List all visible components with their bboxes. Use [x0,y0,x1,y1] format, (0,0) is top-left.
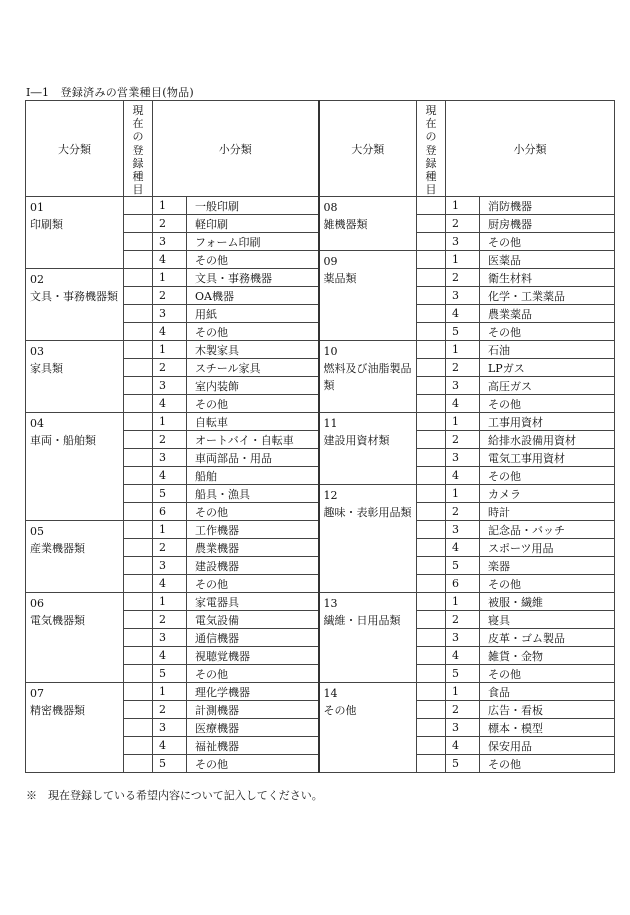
registered-checkbox[interactable] [417,395,446,413]
registered-checkbox[interactable] [417,647,446,665]
minor-item-number: 2 [446,215,480,233]
major-category-14 [319,683,417,773]
registered-checkbox[interactable] [417,557,446,575]
registered-checkbox[interactable] [124,593,153,611]
minor-item-number: 5 [446,557,480,575]
minor-item-number: 3 [446,377,480,395]
major-category-04 [26,413,124,521]
major-category-name: 趣味・表彰用品類 [323,506,412,520]
minor-item-label: 理化学機器 [187,683,319,701]
registered-checkbox[interactable] [124,647,153,665]
minor-item-number: 2 [446,359,480,377]
minor-item-number: 4 [153,575,187,593]
major-category-13 [319,593,417,683]
minor-item-label: その他 [480,395,615,413]
registered-checkbox[interactable] [417,521,446,539]
minor-item-label: その他 [480,323,615,341]
major-category-01 [26,197,124,269]
minor-item-number: 4 [153,323,187,341]
minor-item-label: その他 [480,665,615,683]
major-category-code: 12 [323,489,338,503]
minor-item-label: LPガス [480,359,615,377]
major-category-07 [26,683,124,773]
minor-item-label: 文具・事務機器 [187,269,319,287]
document-title: Ⅰ―1 登録済みの営業種目(物品) [26,86,195,99]
major-category-code: 01 [30,201,44,215]
registered-checkbox[interactable] [417,269,446,287]
registered-checkbox[interactable] [417,575,446,593]
registered-checkbox[interactable] [417,611,446,629]
major-category-02 [26,269,124,341]
major-category-03 [26,341,124,413]
minor-item-label: その他 [480,755,615,773]
minor-item-label: その他 [187,395,319,413]
registered-checkbox[interactable] [417,341,446,359]
minor-item-label: 木製家具 [187,341,319,359]
minor-item-label: 電気設備 [187,611,319,629]
header-major-right: 大分類 [319,101,417,197]
category-table [25,100,615,773]
minor-item-number: 1 [153,197,187,215]
minor-item-label: 通信機器 [187,629,319,647]
table-row [26,413,615,431]
registered-checkbox[interactable] [417,377,446,395]
major-category-name: 繊維・日用品類 [323,614,401,628]
minor-item-number: 4 [153,251,187,269]
minor-item-label: 広告・看板 [480,701,615,719]
minor-item-number: 2 [153,359,187,377]
minor-item-number: 2 [153,287,187,305]
minor-item-number: 1 [446,593,480,611]
table-row [26,341,615,359]
minor-item-label: 一般印刷 [187,197,319,215]
minor-item-number: 5 [153,755,187,773]
registered-checkbox[interactable] [124,413,153,431]
minor-item-label: 用紙 [187,305,319,323]
registered-checkbox[interactable] [417,737,446,755]
registered-checkbox[interactable] [124,611,153,629]
registered-checkbox[interactable] [417,323,446,341]
major-category-name: 電気機器類 [30,614,85,628]
registered-checkbox[interactable] [124,701,153,719]
minor-item-number: 4 [446,737,480,755]
registered-checkbox[interactable] [124,269,153,287]
major-category-08 [319,197,417,251]
header-registered-left: 現在の登録種目 [124,101,153,197]
minor-item-label: カメラ [480,485,615,503]
minor-item-label: 雑貨・金物 [480,647,615,665]
minor-item-label: 計測機器 [187,701,319,719]
minor-item-number: 2 [446,431,480,449]
minor-item-label: その他 [480,575,615,593]
registered-checkbox[interactable] [417,539,446,557]
minor-item-label: 家電器具 [187,593,319,611]
minor-item-label: その他 [187,755,319,773]
minor-item-label: 医療機器 [187,719,319,737]
minor-item-label: スポーツ用品 [480,539,615,557]
minor-item-number: 2 [446,503,480,521]
minor-item-number: 2 [446,611,480,629]
major-category-code: 08 [323,201,338,215]
header-major-left: 大分類 [26,101,124,197]
minor-item-label: 記念品・バッチ [480,521,615,539]
minor-item-number: 4 [446,539,480,557]
minor-item-label: 衛生材料 [480,269,615,287]
registered-checkbox[interactable] [124,233,153,251]
registered-checkbox[interactable] [124,737,153,755]
registered-checkbox[interactable] [417,287,446,305]
registered-checkbox[interactable] [124,305,153,323]
minor-item-number: 2 [446,269,480,287]
minor-item-number: 4 [153,647,187,665]
header-minor-left: 小分類 [153,101,319,197]
minor-item-label: 車両部品・用品 [187,449,319,467]
minor-item-label: その他 [187,323,319,341]
minor-item-label: 軽印刷 [187,215,319,233]
minor-item-number: 1 [153,593,187,611]
minor-item-number: 3 [446,521,480,539]
minor-item-label: オートバイ・自転車 [187,431,319,449]
registered-checkbox[interactable] [124,683,153,701]
minor-item-number: 5 [446,755,480,773]
registered-checkbox[interactable] [124,323,153,341]
minor-item-number: 4 [446,647,480,665]
major-category-name: 燃料及び油脂製品類 [323,362,412,393]
registered-checkbox[interactable] [417,593,446,611]
minor-item-number: 3 [446,449,480,467]
registered-checkbox[interactable] [124,287,153,305]
registered-checkbox[interactable] [124,539,153,557]
major-category-12 [319,485,417,593]
minor-item-label: 食品 [480,683,615,701]
minor-item-number: 1 [153,413,187,431]
registered-checkbox[interactable] [417,665,446,683]
minor-item-number: 6 [153,503,187,521]
minor-item-number: 3 [153,305,187,323]
minor-item-label: 化学・工業薬品 [480,287,615,305]
minor-item-label: 電気工事用資材 [480,449,615,467]
minor-item-label: 船舶 [187,467,319,485]
minor-item-number: 1 [446,413,480,431]
minor-item-label: 寝具 [480,611,615,629]
registered-checkbox[interactable] [124,665,153,683]
registered-checkbox[interactable] [124,719,153,737]
minor-item-number: 1 [446,197,480,215]
minor-item-number: 4 [153,737,187,755]
minor-item-label: その他 [480,467,615,485]
registered-checkbox[interactable] [417,503,446,521]
minor-item-number: 2 [153,539,187,557]
major-category-11 [319,413,417,485]
minor-item-number: 3 [153,233,187,251]
minor-item-label: 自転車 [187,413,319,431]
major-category-code: 09 [323,255,338,269]
minor-item-label: 給排水設備用資材 [480,431,615,449]
minor-item-number: 1 [446,683,480,701]
minor-item-number: 3 [153,629,187,647]
registered-checkbox[interactable] [417,251,446,269]
minor-item-label: その他 [187,251,319,269]
minor-item-number: 5 [153,485,187,503]
minor-item-number: 3 [153,449,187,467]
registered-checkbox[interactable] [417,629,446,647]
registered-checkbox[interactable] [124,395,153,413]
minor-item-label: スチール家具 [187,359,319,377]
minor-item-label: その他 [187,665,319,683]
minor-item-label: 被服・繊維 [480,593,615,611]
minor-item-number: 3 [446,719,480,737]
minor-item-label: OA機器 [187,287,319,305]
minor-item-label: 時計 [480,503,615,521]
registered-checkbox[interactable] [417,413,446,431]
minor-item-number: 2 [153,611,187,629]
major-category-05 [26,521,124,593]
registered-checkbox[interactable] [417,431,446,449]
table-row [26,197,615,215]
registered-checkbox[interactable] [124,431,153,449]
registered-checkbox[interactable] [417,449,446,467]
minor-item-number: 3 [153,557,187,575]
major-category-name: 家具類 [30,362,63,376]
major-category-code: 06 [30,597,44,611]
registered-checkbox[interactable] [417,719,446,737]
table-row [26,593,615,611]
minor-item-number: 5 [153,665,187,683]
minor-item-number: 4 [446,395,480,413]
major-category-06 [26,593,124,683]
minor-item-number: 3 [153,719,187,737]
minor-item-number: 3 [153,377,187,395]
major-category-name: 産業機器類 [30,542,85,556]
header-row [26,101,615,197]
minor-item-number: 2 [153,431,187,449]
registered-checkbox[interactable] [124,629,153,647]
registered-checkbox[interactable] [124,251,153,269]
registered-checkbox[interactable] [417,215,446,233]
registered-checkbox[interactable] [124,215,153,233]
major-category-name: 文具・事務機器類 [30,290,118,304]
major-category-09 [319,251,417,341]
minor-item-number: 6 [446,575,480,593]
major-category-code: 10 [323,345,338,359]
major-category-name: 印刷類 [30,218,63,232]
minor-item-label: 高圧ガス [480,377,615,395]
major-category-code: 13 [323,597,338,611]
registered-checkbox[interactable] [417,701,446,719]
minor-item-label: 室内装飾 [187,377,319,395]
minor-item-label: 皮革・ゴム製品 [480,629,615,647]
registered-checkbox[interactable] [417,359,446,377]
major-category-code: 02 [30,273,44,287]
minor-item-label: 消防機器 [480,197,615,215]
registered-checkbox[interactable] [124,449,153,467]
minor-item-label: その他 [187,575,319,593]
table-row [26,683,615,701]
minor-item-number: 2 [446,701,480,719]
major-category-code: 07 [30,687,44,701]
registered-checkbox[interactable] [417,197,446,215]
registered-checkbox[interactable] [417,305,446,323]
minor-item-number: 4 [153,395,187,413]
minor-item-number: 1 [446,485,480,503]
registered-checkbox[interactable] [417,683,446,701]
minor-item-label: 農業機器 [187,539,319,557]
minor-item-label: 工作機器 [187,521,319,539]
minor-item-label: 医薬品 [480,251,615,269]
minor-item-label: 石油 [480,341,615,359]
registered-checkbox[interactable] [124,755,153,773]
registered-checkbox[interactable] [124,467,153,485]
minor-item-label: 楽器 [480,557,615,575]
minor-item-label: 福祉機器 [187,737,319,755]
registered-checkbox[interactable] [124,341,153,359]
major-category-code: 05 [30,525,44,539]
minor-item-label: 工事用資材 [480,413,615,431]
minor-item-number: 1 [153,341,187,359]
minor-item-number: 3 [446,233,480,251]
registered-checkbox[interactable] [124,377,153,395]
registered-checkbox[interactable] [124,197,153,215]
minor-item-number: 1 [153,521,187,539]
minor-item-number: 1 [446,251,480,269]
header-registered-right: 現在の登録種目 [417,101,446,197]
major-category-10 [319,341,417,413]
minor-item-label: 視聴覚機器 [187,647,319,665]
minor-item-label: 建設機器 [187,557,319,575]
registered-checkbox[interactable] [124,485,153,503]
major-category-code: 11 [323,417,338,431]
major-category-name: 薬品類 [323,272,357,286]
registered-checkbox[interactable] [417,467,446,485]
minor-item-number: 5 [446,665,480,683]
major-category-name: 建設用資材類 [323,434,390,448]
major-category-name: 雑機器類 [323,218,368,232]
registered-checkbox[interactable] [124,503,153,521]
major-category-name: その他 [323,704,357,718]
minor-item-label: その他 [480,233,615,251]
minor-item-number: 3 [446,629,480,647]
registered-checkbox[interactable] [124,521,153,539]
minor-item-number: 3 [446,287,480,305]
minor-item-label: 厨房機器 [480,215,615,233]
major-category-code: 04 [30,417,44,431]
registered-checkbox[interactable] [417,485,446,503]
minor-item-label: 標本・模型 [480,719,615,737]
registered-checkbox[interactable] [417,233,446,251]
minor-item-label: その他 [187,503,319,521]
registered-checkbox[interactable] [124,575,153,593]
minor-item-label: 保安用品 [480,737,615,755]
minor-item-label: 農業薬品 [480,305,615,323]
minor-item-number: 5 [446,323,480,341]
registered-checkbox[interactable] [124,557,153,575]
header-minor-right: 小分類 [446,101,615,197]
major-category-name: 精密機器類 [30,704,85,718]
major-category-code: 03 [30,345,44,359]
registered-checkbox[interactable] [124,359,153,377]
minor-item-label: 船具・漁具 [187,485,319,503]
minor-item-number: 4 [153,467,187,485]
minor-item-number: 1 [446,341,480,359]
minor-item-number: 4 [446,305,480,323]
minor-item-number: 1 [153,683,187,701]
minor-item-number: 4 [446,467,480,485]
footnote: ※ 現在登録している希望内容について記入してください。 [26,789,323,802]
major-category-name: 車両・船舶類 [30,434,96,448]
minor-item-number: 2 [153,701,187,719]
major-category-code: 14 [323,687,338,701]
minor-item-number: 2 [153,215,187,233]
registered-checkbox[interactable] [417,755,446,773]
minor-item-label: フォーム印刷 [187,233,319,251]
minor-item-number: 1 [153,269,187,287]
